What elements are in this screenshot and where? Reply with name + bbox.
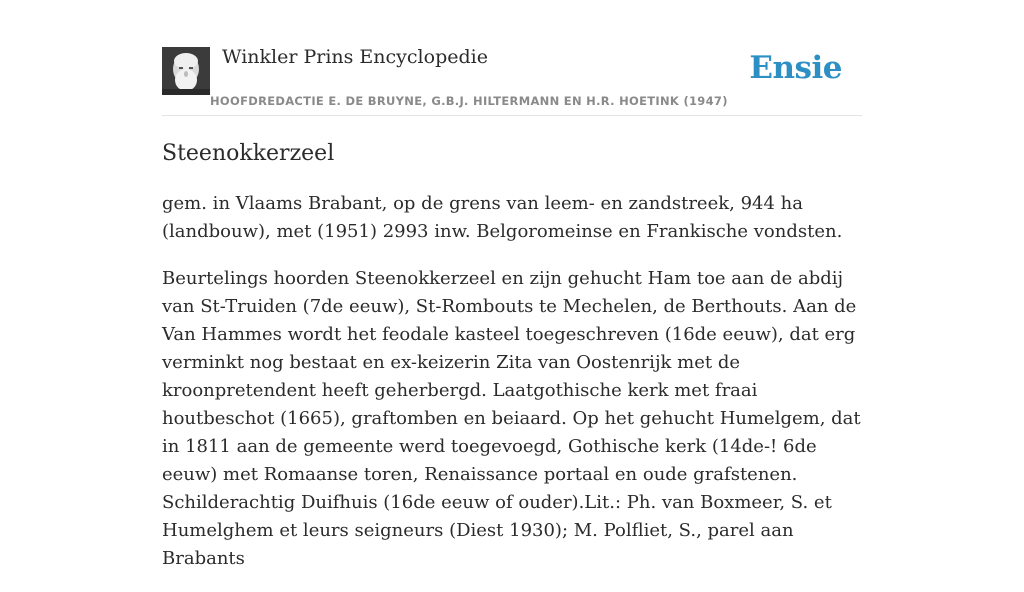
- source-title[interactable]: Winkler Prins Encyclopedie: [222, 46, 488, 68]
- portrait-photo-icon: [162, 47, 210, 95]
- source-header: [162, 40, 862, 116]
- article-title: Steenokkerzeel: [162, 141, 335, 166]
- article: [162, 138, 862, 592]
- ensie-logo[interactable]: Ensie: [749, 50, 842, 86]
- article-paragraph: gem. in Vlaams Brabant, op de grens van leem- en zandstreek, 944 ha (landbouw), met (1951) 2993 inw. Belgoromeinse en Frankische vondsten.: [162, 193, 843, 242]
- source-avatar[interactable]: [162, 47, 210, 95]
- source-editors: HOOFDREDACTIE E. DE BRUYNE, G.B.J. HILTERMANN EN H.R. HOETINK (1947): [210, 94, 728, 108]
- article-paragraph: Beurtelings hoorden Steenokkerzeel en zijn gehucht Ham toe aan de abdij van St-Truiden (7de eeuw), St-Rombouts te Mechelen, de Berthouts. Aan de Van Hammes wordt het feodale kasteel toegeschreven (16de eeuw), dat erg verminkt nog bestaat en ex-keizerin Zita van Oostenrijk met de kroonpretendent heeft geherbergd. Laatgothische kerk met fraai houtbeschot (1665), graftomben en beiaard. Op het gehucht Humelgem, dat in 1811 aan de gemeente werd toegevoegd, Gothische kerk (14de-! 6de eeuw) met Romaanse toren, Renaissance portaal en oude grafstenen. Schilderachtig Duifhuis (16de eeuw of ouder).Lit.: Ph. van Boxmeer, S. et Humelghem et leurs seigneurs (Diest 1930); M. Polfliet, S., parel aan Brabants: [162, 268, 861, 569]
